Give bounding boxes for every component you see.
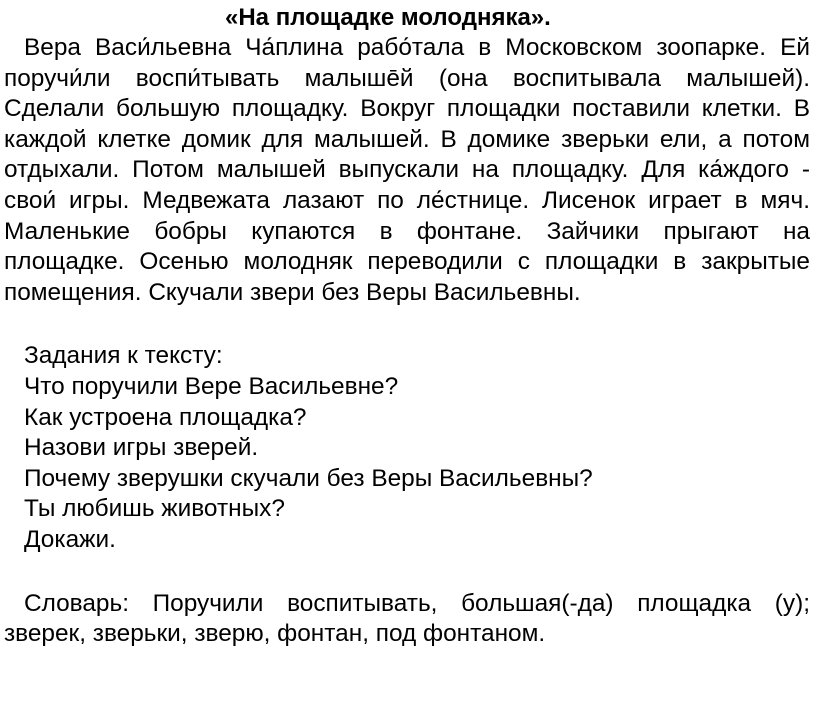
vocabulary-paragraph: Словарь: Поручили воспитывать, большая(-да) площадка (у); зверек, зверьки, зверю, фонтан, под фонтаном.	[4, 589, 810, 648]
task-item: Ты любишь животных?	[24, 495, 285, 523]
task-item: Почему зверушки скучали без Веры Васильевны?	[24, 464, 593, 492]
document-title: «На площадке молодняка».	[225, 4, 551, 31]
task-item: Докажи.	[24, 525, 116, 553]
spacer	[4, 556, 810, 589]
tasks-heading: Задания к тексту:	[24, 342, 223, 370]
task-item: Что поручили Вере Васильевне?	[24, 372, 399, 400]
task-item: Как устроена площадка?	[24, 403, 307, 431]
task-item: Назови игры зверей.	[24, 434, 259, 462]
story-paragraph: Вера Васи́льевна Ча́плина рабо́тала в Московском зоопарке. Ей поручи́ли воспи́тывать малыше̄й (она воспитывала малышей). Сделали большую площадку. Вокруг площадки поставили клетки. В каждой клетке домик для малышей. В домике зверьки ели, а потом отдыхали. Потом малышей выпускали на площадку. Для ка́ждого - свои́ игры. Медвежата лазают по ле́стнице. Лисенок играет в мяч. Маленькие бобры купаются в фонтане. Зайчики прыгают на площадке. Осенью молодняк переводили с площадки в закрытые помещения. Скучали звери без Веры Васильевны.	[4, 34, 810, 306]
spacer	[4, 308, 810, 341]
